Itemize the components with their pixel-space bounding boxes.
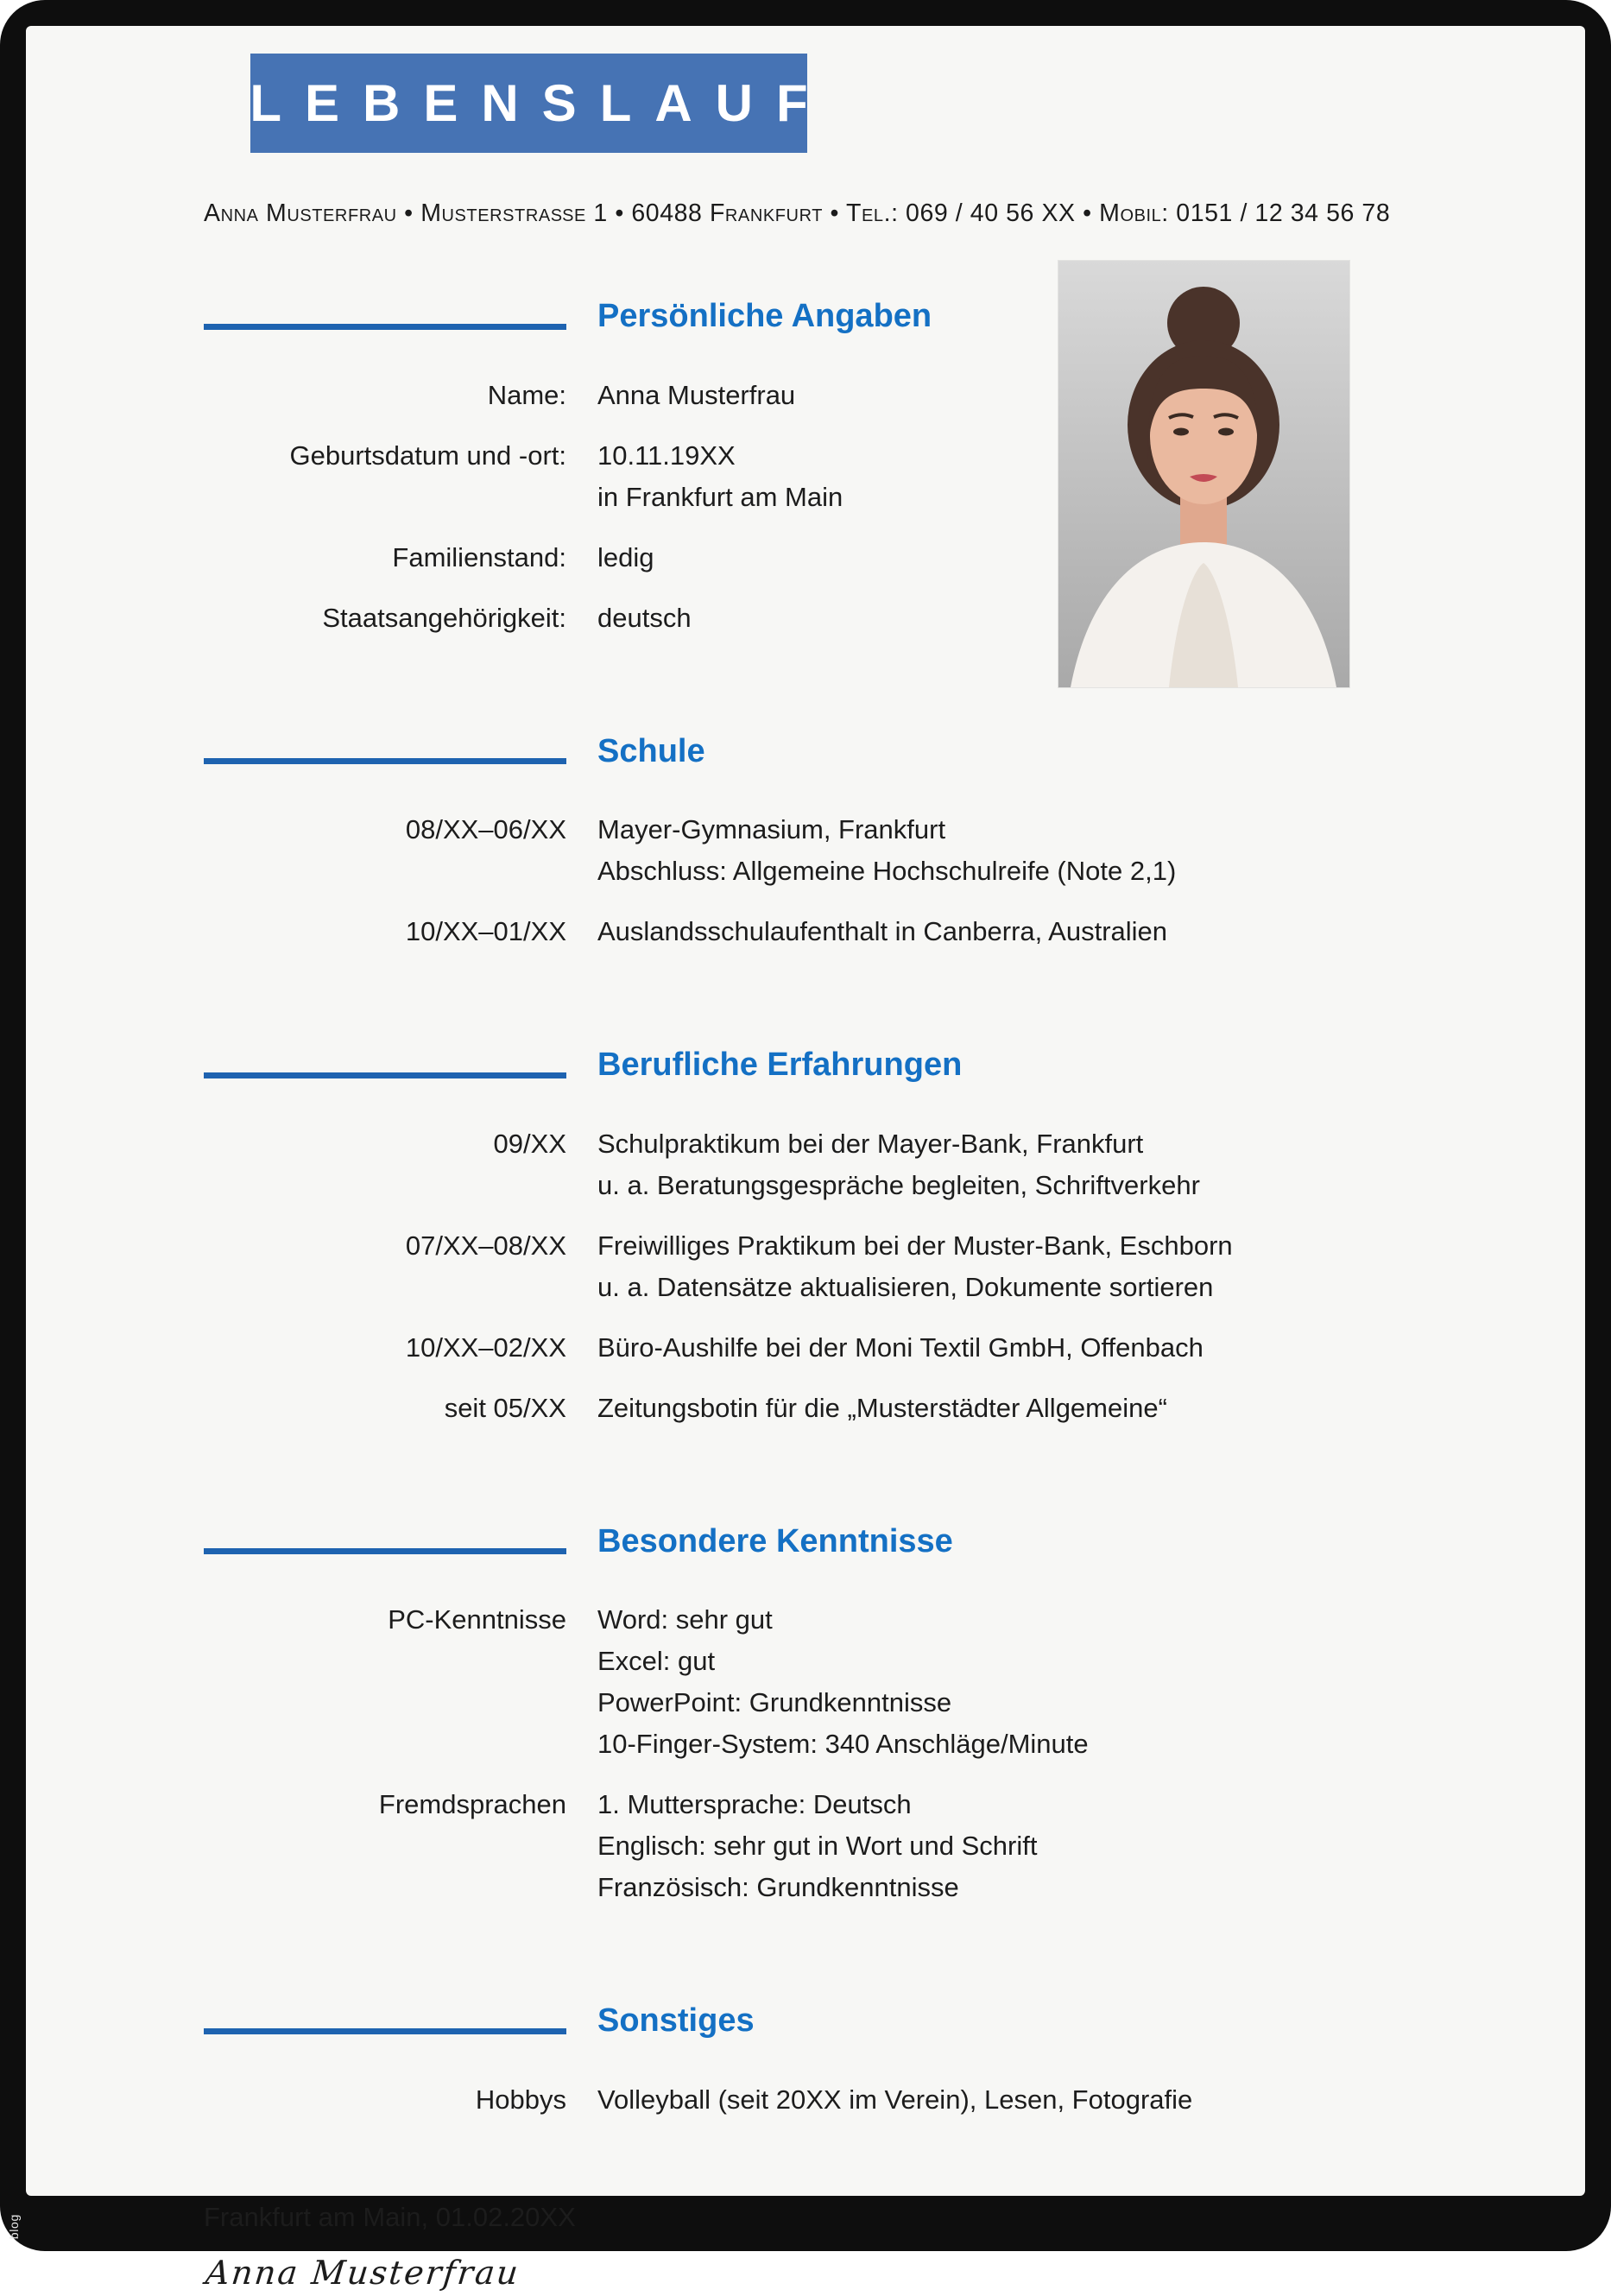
row-label: Hobbys — [475, 2084, 566, 2115]
section-rule — [204, 1548, 566, 1554]
value-line: 1. Muttersprache: Deutsch — [597, 1789, 912, 1820]
row-label: Familienstand: — [392, 541, 566, 572]
cv-row — [204, 911, 1348, 952]
value-line: Schulpraktikum bei der Mayer-Bank, Frankfurt — [597, 1128, 1144, 1159]
row-label: 10/XX–02/XX — [405, 1331, 566, 1363]
row-label: Fremdsprachen — [378, 1789, 566, 1820]
row-value — [597, 1327, 1348, 1369]
section-rule — [204, 324, 566, 330]
row-value — [597, 1225, 1348, 1308]
value-line: 10-Finger-System: 340 Anschläge/Minute — [597, 1729, 1089, 1760]
row-label: PC-Kenntnisse — [388, 1604, 566, 1635]
row-label: Geburtsdatum und -ort: — [289, 440, 566, 471]
section-heading: Persönliche Angaben — [597, 298, 932, 334]
row-label: Name: — [487, 379, 566, 410]
row-value — [597, 1388, 1348, 1429]
footer — [204, 2197, 1348, 2296]
section-heading-row — [204, 2002, 1348, 2041]
section-heading: Schule — [597, 732, 705, 769]
row-label: 09/XX — [493, 1128, 566, 1159]
value-line: Volleyball (seit 20XX im Verein), Lesen, Fotografie — [597, 2084, 1193, 2115]
row-label: 07/XX–08/XX — [405, 1230, 566, 1261]
value-line: Französisch: Grundkenntnisse — [597, 1872, 959, 1903]
cv-section — [204, 732, 1348, 953]
applicant-portrait-photo — [1058, 261, 1349, 687]
row-value — [597, 1599, 1348, 1765]
cv-section — [204, 1046, 1348, 1429]
signature: Anna Musterfrau — [204, 2253, 522, 2292]
value-line: u. a. Datensätze aktualisieren, Dokumente sortieren — [597, 1271, 1214, 1302]
value-line: Englisch: sehr gut in Wort und Schrift — [597, 1831, 1038, 1862]
cv-row — [204, 1599, 1348, 1765]
cv-row — [204, 1123, 1348, 1206]
value-line: Word: sehr gut — [597, 1604, 773, 1635]
value-line: Anna Musterfrau — [597, 379, 796, 410]
value-line: deutsch — [597, 602, 692, 633]
section-rule — [204, 758, 566, 764]
section-heading-row — [204, 1522, 1348, 1562]
cv-row — [204, 809, 1348, 892]
section-heading: Besondere Kenntnisse — [597, 1522, 953, 1559]
corner-label: blog — [7, 2213, 21, 2239]
cv-row — [204, 1327, 1348, 1369]
value-line: Abschluss: Allgemeine Hochschulreife (Note 2,1) — [597, 856, 1177, 887]
section-rule — [204, 1072, 566, 1078]
row-value — [597, 1123, 1348, 1206]
value-line: PowerPoint: Grundkenntnisse — [597, 1687, 952, 1718]
row-value — [597, 911, 1348, 952]
row-label: 08/XX–06/XX — [405, 814, 566, 845]
row-label: Staatsangehörigkeit: — [322, 602, 566, 633]
value-line: u. a. Beratungsgespräche begleiten, Schriftverkehr — [597, 1169, 1200, 1200]
row-value — [597, 2079, 1348, 2121]
value-line: Mayer-Gymnasium, Frankfurt — [597, 814, 946, 845]
row-label: seit 05/XX — [444, 1392, 566, 1423]
cv-page — [26, 26, 1585, 2292]
cv-row — [204, 1388, 1348, 1429]
row-value — [597, 1784, 1348, 1908]
value-line: Büro-Aushilfe bei der Moni Textil GmbH, Offenbach — [597, 1331, 1204, 1363]
section-rule — [204, 2028, 566, 2034]
value-line: Freiwilliges Praktikum bei der Muster-Bank, Eschborn — [597, 1230, 1233, 1261]
value-line: in Frankfurt am Main — [597, 481, 843, 512]
page-title: LEBENSLAUF — [250, 74, 831, 132]
value-line: Excel: gut — [597, 1646, 716, 1677]
value-line: 10.11.19XX — [597, 440, 736, 471]
row-value — [597, 809, 1348, 892]
value-line: ledig — [597, 541, 654, 572]
section-heading: Berufliche Erfahrungen — [597, 1047, 963, 1084]
row-label: 10/XX–01/XX — [405, 916, 566, 947]
section-heading: Sonstiges — [597, 2002, 755, 2040]
cv-section — [204, 2002, 1348, 2121]
value-line: Auslandsschulaufenthalt in Canberra, Australien — [597, 916, 1168, 947]
cv-row — [204, 2079, 1348, 2121]
portrait-illustration — [1058, 261, 1349, 687]
section-heading-row — [204, 732, 1348, 772]
value-line: Zeitungsbotin für die „Musterstädter Allgemeine“ — [597, 1392, 1167, 1423]
footer-place-date: Frankfurt am Main, 01.02.20XX — [204, 2201, 576, 2232]
section-heading-row — [204, 1046, 1348, 1085]
cv-row — [204, 1784, 1348, 1908]
title-box — [250, 54, 831, 153]
cv-row — [204, 1225, 1348, 1308]
contact-line: Anna Musterfrau • Musterstraße 1 • 60488 Frankfurt • Tel.: 069 / 40 56 XX • Mobil: 0151 / 12 34 56 78 — [204, 199, 1391, 227]
cv-section — [204, 1522, 1348, 1909]
